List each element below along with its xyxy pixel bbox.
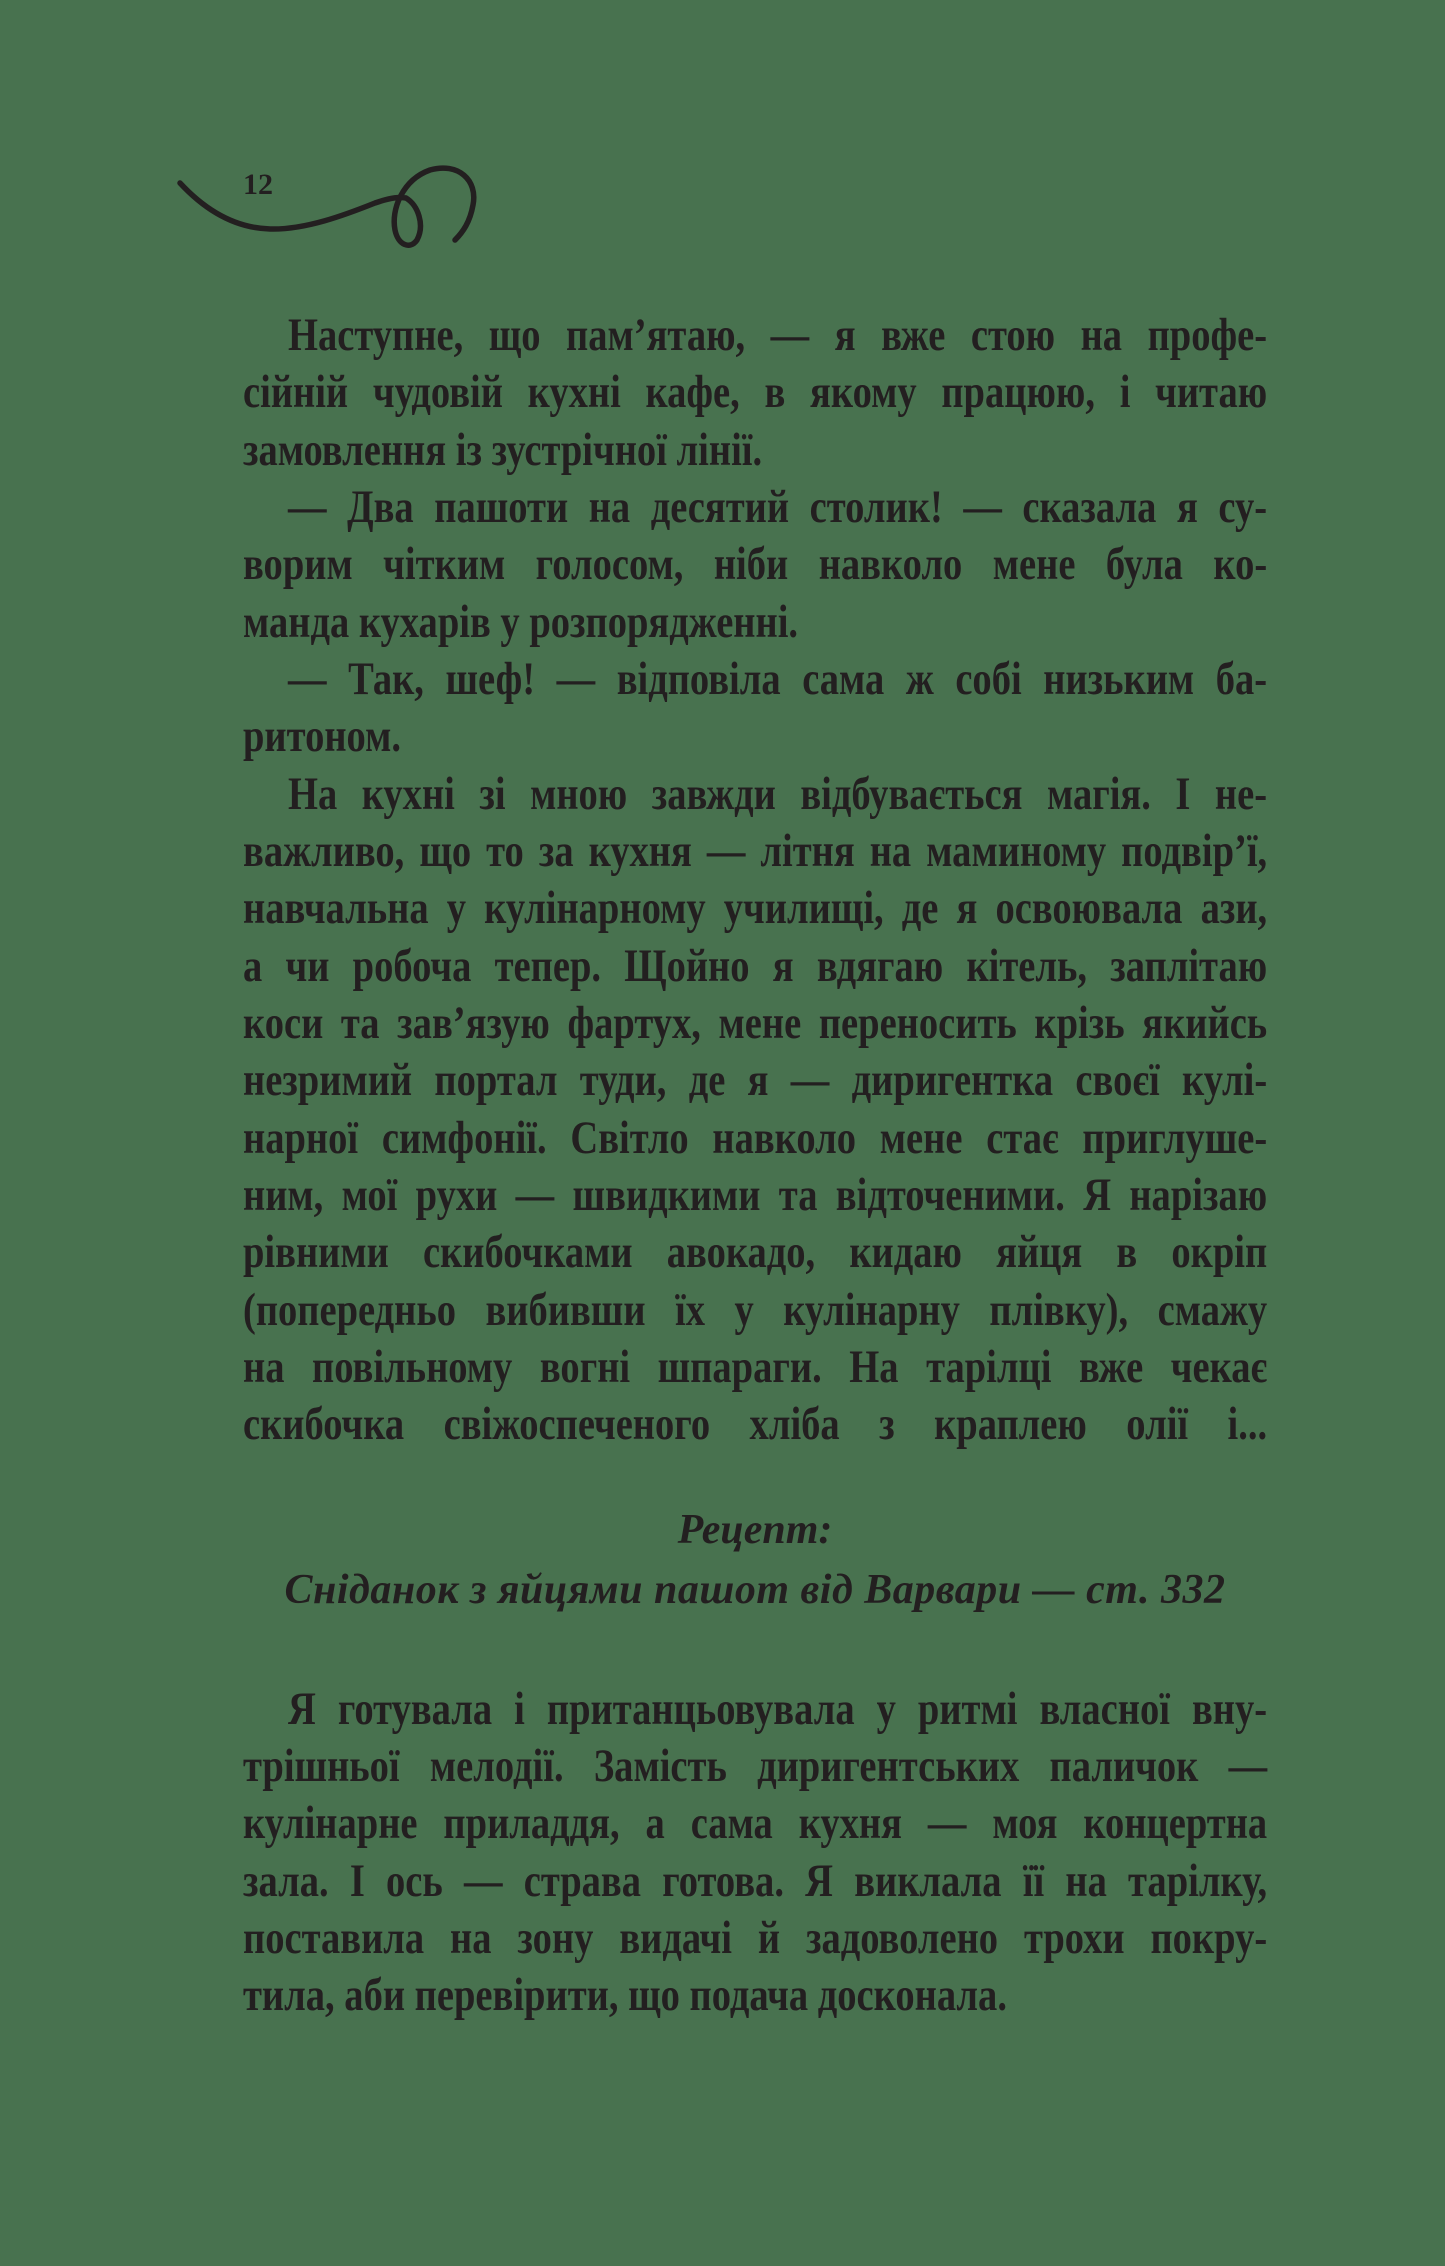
body-text-line: скибочка свіжоспеченого хліба з краплею олії і... [243, 1398, 1268, 1450]
swirl-ornament-icon [0, 0, 520, 270]
body-text-line: (попередньо вибивши їх у кулінарну плівку), смажу [243, 1284, 1268, 1336]
dialogue-line: — Так, шеф! — відповіла сама ж собі низьким ба- [288, 653, 1268, 705]
page-number: 12 [243, 168, 273, 201]
body-text-line: рівними скибочками авокадо, кидаю яйця в окріп [243, 1226, 1268, 1278]
body-text-line: Наступне, що пам’ятаю, — я вже стою на профе- [288, 309, 1268, 361]
body-text-line: навчальна у кулінарному училищі, де я освоювала ази, [243, 882, 1268, 934]
body-text-line: манда кухарів у розпорядженні. [243, 596, 799, 648]
recipe-label: Рецепт: [677, 1507, 833, 1553]
body-text-line: трішньої мелодії. Замість диригентських паличок — [243, 1740, 1268, 1792]
body-text-line: нарної симфонії. Світло навколо мене стає приглуше- [243, 1112, 1268, 1164]
dialogue-line: — Два пашоти на десятий столик! — сказала я су- [288, 481, 1268, 533]
body-text-line: зала. І ось — страва готова. Я виклала її на тарілку, [243, 1855, 1268, 1907]
body-text-line: ворим чітким голосом, ніби навколо мене була ко- [243, 538, 1268, 590]
body-text-line: кулінарне приладдя, а сама кухня — моя концертна [243, 1797, 1268, 1849]
body-text-line: ритоном. [243, 710, 401, 762]
body-text-line: а чи робоча тепер. Щойно я вдягаю кітель, заплітаю [243, 940, 1268, 992]
body-text-line: Я готувала і пританцьовувала у ритмі власної вну- [288, 1683, 1268, 1735]
body-text-line: на повільному вогні шпараги. На тарілці вже чекає [243, 1341, 1268, 1393]
recipe-reference: Сніданок з яйцями пашот від Варвари — ст. 332 [284, 1567, 1226, 1613]
body-text-line: сійній чудовій кухні кафе, в якому працюю, і читаю [243, 366, 1268, 418]
body-text-line: незримий портал туди, де я — диригентка своєї кулі- [243, 1054, 1268, 1106]
body-text-line: тила, аби перевірити, що подача досконала. [243, 1969, 1007, 2021]
body-text-line: замовлення із зустрічної лінії. [243, 424, 763, 476]
body-text-line: ним, мої рухи — швидкими та відточеними. Я нарізаю [243, 1169, 1268, 1221]
body-text-line: На кухні зі мною завжди відбувається магія. І не- [288, 768, 1268, 820]
body-text-line: коси та зав’язую фартух, мене переносить крізь якийсь [243, 997, 1268, 1049]
body-text-line: важливо, що то за кухня — літня на маминому подвір’ї, [243, 825, 1268, 877]
body-text-line: поставила на зону видачі й задоволено трохи покру- [243, 1912, 1268, 1964]
